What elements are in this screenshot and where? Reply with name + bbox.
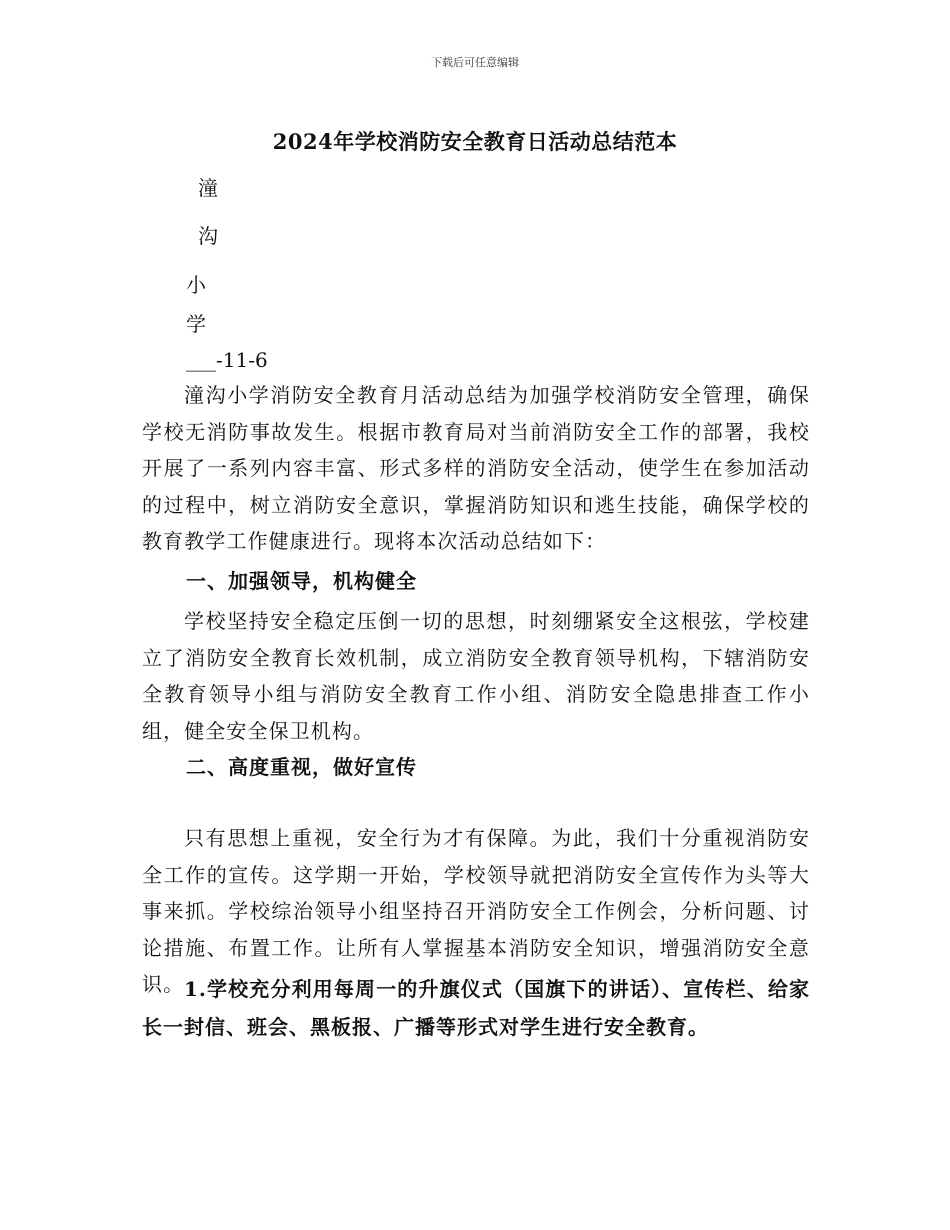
- author-line: 学: [186, 312, 206, 336]
- document-title: 2024年学校消防安全教育日活动总结范本: [272, 129, 678, 154]
- author-line: 小: [186, 273, 206, 297]
- author-line: 潼: [198, 176, 218, 200]
- section-heading-1: 一、加强领导，机构健全: [186, 569, 417, 593]
- intro-paragraph: 潼沟小学消防安全教育月活动总结为加强学校消防安全管理，确保学校无消防事故发生。根据市教育局对当前消防安全工作的部署，我校开展了一系列内容丰富、形式多样的消防安全活动，使学生在参加活动的过程中，树立消防安全意识，掌握消防知识和逃生技能，确保学校的教育教学工作健康进行。现将本次活动总结如下：: [142, 383, 810, 553]
- author-line: 沟: [198, 224, 218, 248]
- numbered-point-1: 1.学校充分利用每周一的升旗仪式（国旗下的讲话）、宣传栏、给家长一封信、班会、黑板报、广播等形式对学生进行安全教育。: [142, 977, 810, 1039]
- section-heading-2: 二、高度重视，做好宣传: [186, 755, 417, 779]
- document-date: ___-11-6: [186, 348, 268, 372]
- body-paragraph: 学校坚持安全稳定压倒一切的思想，时刻绷紧安全这根弦，学校建立了消防安全教育长效机制，成立消防安全教育领导机构，下辖消防安全教育领导小组与消防安全教育工作小组、消防安全隐患排查工作小组，健全安全保卫机构。: [142, 609, 810, 743]
- body-paragraph: 只有思想上重视，安全行为才有保障。为此，我们十分重视消防安全工作的宣传。这学期一开始，学校领导就把消防安全宣传作为头等大事来抓。学校综治领导小组坚持召开消防安全工作例会，分析问题、讨论措施、布置工作。让所有人掌握基本消防安全知识，增强消防安全意识。: [142, 826, 810, 996]
- header-note: 下载后可任意编辑: [431, 56, 519, 69]
